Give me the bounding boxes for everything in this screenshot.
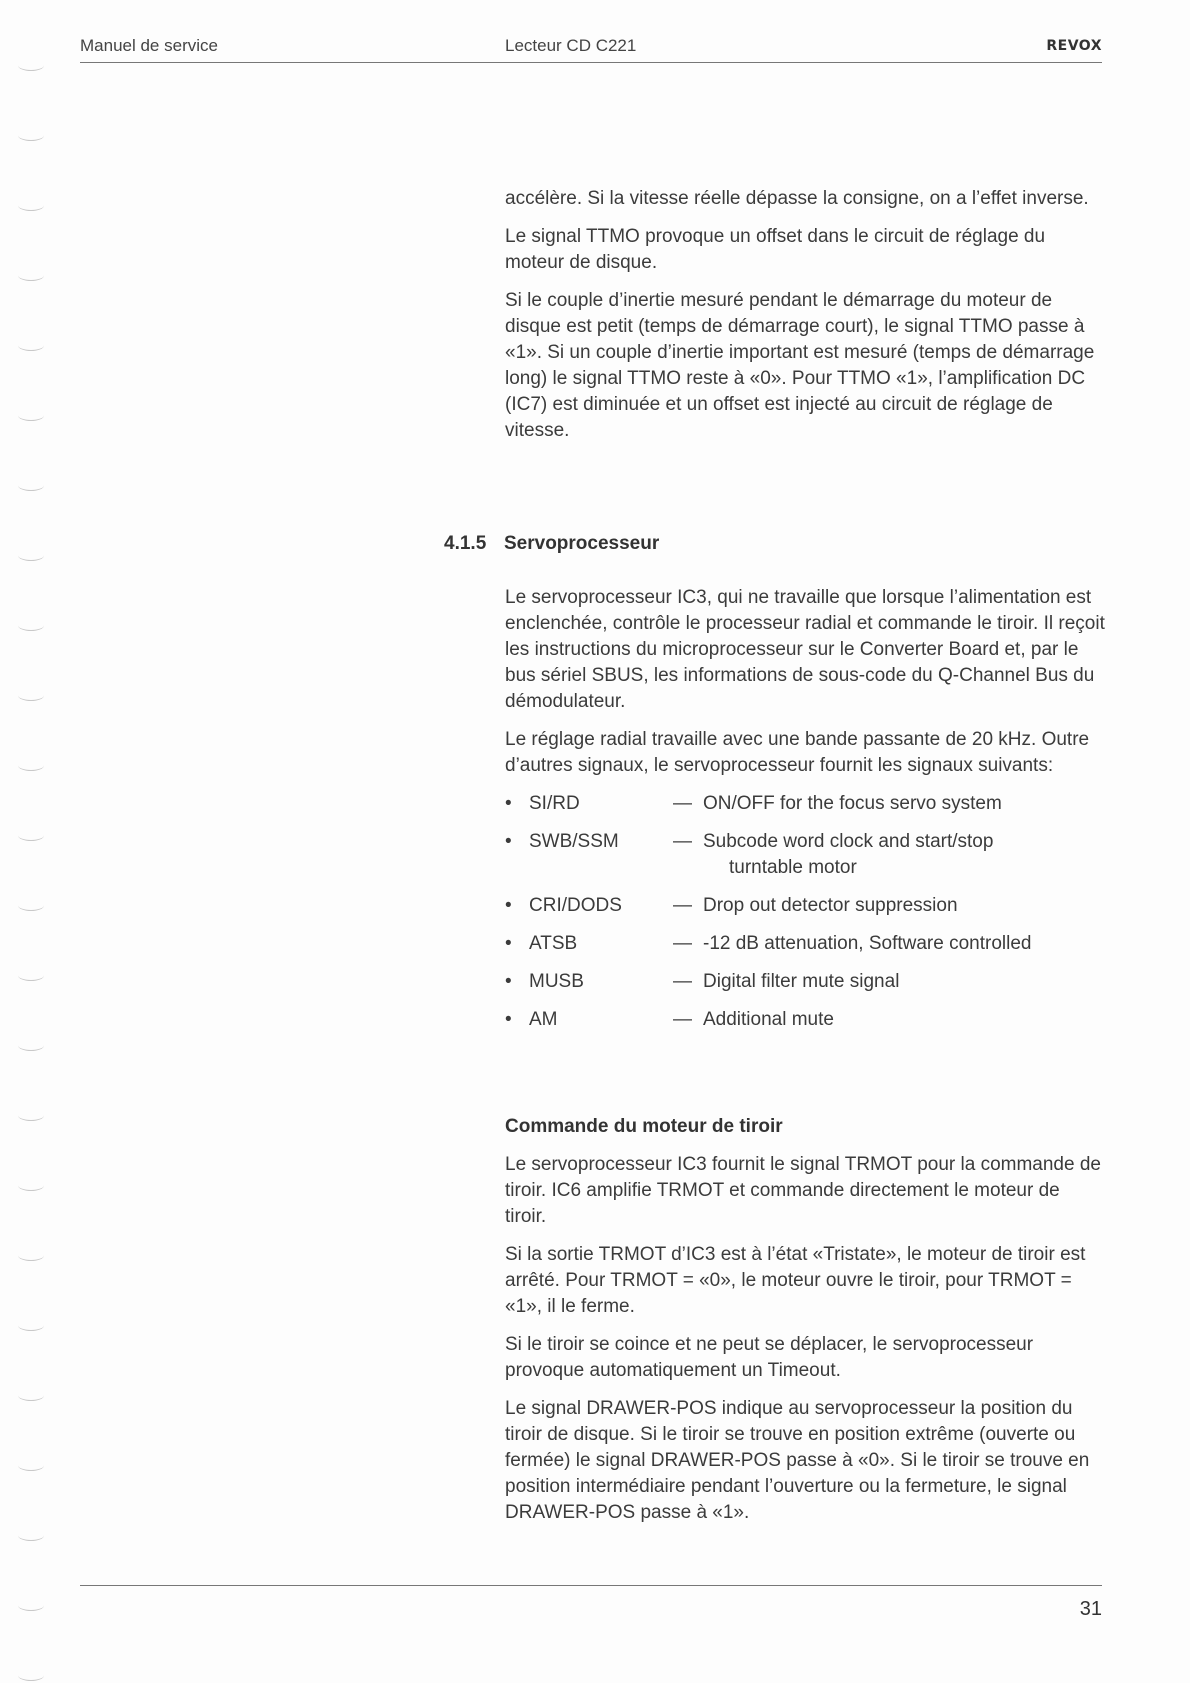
signal-description: -12 dB attenuation, Software controlled: [703, 933, 1032, 954]
binder-hole-mark: [18, 1180, 44, 1191]
list-item: [505, 931, 1105, 957]
dash: —: [673, 831, 692, 852]
binder-hole-mark: [18, 480, 44, 491]
signal-list: [505, 791, 1105, 1033]
binder-hole-mark: [18, 60, 44, 71]
binder-hole-mark: [18, 130, 44, 141]
binder-hole-mark: [18, 970, 44, 981]
binder-hole-mark: [18, 1530, 44, 1541]
binder-hole-mark: [18, 1390, 44, 1401]
binder-hole-mark: [18, 1320, 44, 1331]
signal-name: CRI/DODS: [529, 895, 622, 916]
binder-hole-mark: [18, 830, 44, 841]
list-item: [505, 829, 1105, 881]
paragraph: accélère. Si la vitesse réelle dépasse la consigne, on a l’effet inverse.: [505, 188, 1089, 209]
binder-hole-mark: [18, 340, 44, 351]
binder-hole-marks: [18, 60, 48, 1660]
list-item: [505, 1007, 1105, 1033]
signal-name: SI/RD: [529, 793, 580, 814]
signal-name: MUSB: [529, 971, 584, 992]
bullet: •: [505, 895, 512, 916]
signal-description: Digital filter mute signal: [703, 971, 900, 992]
bullet: •: [505, 793, 512, 814]
paragraph: Le réglage radial travaille avec une bande passante de 20 kHz. Outre d’autres signaux, le servoprocesseur fournit les signaux suivants:: [505, 729, 1090, 776]
dash: —: [673, 793, 692, 814]
bullet: •: [505, 1009, 512, 1030]
signal-description: Additional mute: [703, 1009, 834, 1030]
paragraph: Le servoprocesseur IC3 fournit le signal TRMOT pour la commande de tiroir. IC6 amplifie TRMOT et commande directement le moteur de tiroir.: [505, 1154, 1101, 1227]
page-number: 31: [1079, 1598, 1102, 1620]
binder-hole-mark: [18, 620, 44, 631]
paragraph: Le signal DRAWER-POS indique au servoprocesseur la position du tiroir de disque. Si le tiroir se trouve en position extrême (ouverte ou fermée) le signal DRAWER-POS passe à «0». Si le tiroir se trouve en position intermédiaire pendant l’ouverture ou la fermeture, le signal DRAWER-POS passe à «1».: [505, 1398, 1090, 1523]
section-title: Servoprocesseur: [504, 533, 660, 554]
header-rule: [80, 62, 1102, 63]
list-item: [505, 969, 1105, 995]
binder-hole-mark: [18, 900, 44, 911]
bullet: •: [505, 933, 512, 954]
bullet: •: [505, 971, 512, 992]
section-heading: [444, 533, 659, 555]
header-manual-title: Manuel de service: [80, 36, 218, 55]
binder-hole-mark: [18, 270, 44, 281]
binder-hole-mark: [18, 690, 44, 701]
section-number: 4.1.5: [444, 533, 487, 554]
signal-name: ATSB: [529, 933, 578, 954]
list-item: [505, 893, 1105, 919]
binder-hole-mark: [18, 1670, 44, 1681]
binder-hole-mark: [18, 1110, 44, 1121]
subsection-title: Commande du moteur de tiroir: [505, 1116, 783, 1137]
dash: —: [673, 895, 692, 916]
binder-hole-mark: [18, 200, 44, 211]
dash: —: [673, 933, 692, 954]
subsection-body: [505, 1114, 1105, 1538]
binder-hole-mark: [18, 1040, 44, 1051]
brand-logo: REVOX: [1046, 38, 1102, 54]
binder-hole-mark: [18, 1600, 44, 1611]
section-body: [505, 585, 1105, 1045]
signal-description: ON/OFF for the focus servo system: [703, 793, 1002, 814]
signal-description-continued: turntable motor: [729, 857, 857, 878]
paragraph: Si le tiroir se coince et ne peut se déplacer, le servoprocesseur provoque automatiquement un Timeout.: [505, 1334, 1034, 1381]
binder-hole-mark: [18, 1250, 44, 1261]
binder-hole-mark: [18, 410, 44, 421]
footer-rule: [80, 1585, 1102, 1586]
signal-description: Subcode word clock and start/stop: [703, 831, 994, 852]
intro-text: [505, 186, 1105, 456]
paragraph: Le signal TTMO provoque un offset dans le circuit de réglage du moteur de disque.: [505, 226, 1046, 273]
list-item: [505, 791, 1105, 817]
dash: —: [673, 971, 692, 992]
bullet: •: [505, 831, 512, 852]
signal-name: AM: [529, 1009, 558, 1030]
paragraph: Le servoprocesseur IC3, qui ne travaille que lorsque l’alimentation est enclenchée, contrôle le processeur radial et commande le tiroir. Il reçoit les instructions du microprocesseur sur le Converter Board et, par le bus sériel SBUS, les informations de sous-code du Q-Channel Bus du démodulateur.: [505, 587, 1105, 712]
binder-hole-mark: [18, 550, 44, 561]
binder-hole-mark: [18, 1460, 44, 1471]
paragraph: Si le couple d’inertie mesuré pendant le démarrage du moteur de disque est petit (temps de démarrage court), le signal TTMO passe à «1». Si un couple d’inertie important est mesuré (temps de démarrage long) le signal TTMO reste à «0». Pour TTMO «1», l’amplification DC (IC7) est diminuée et un offset est injecté au circuit de réglage de vitesse.: [505, 290, 1095, 441]
binder-hole-mark: [18, 760, 44, 771]
header-product-name: Lecteur CD C221: [505, 36, 637, 55]
paragraph: Si la sortie TRMOT d’IC3 est à l’état «Tristate», le moteur de tiroir est arrêté. Pour TRMOT = «0», le moteur ouvre le tiroir, pour TRMOT = «1», il le ferme.: [505, 1244, 1086, 1317]
signal-description: Drop out detector suppression: [703, 895, 958, 916]
signal-name: SWB/SSM: [529, 831, 619, 852]
dash: —: [673, 1009, 692, 1030]
